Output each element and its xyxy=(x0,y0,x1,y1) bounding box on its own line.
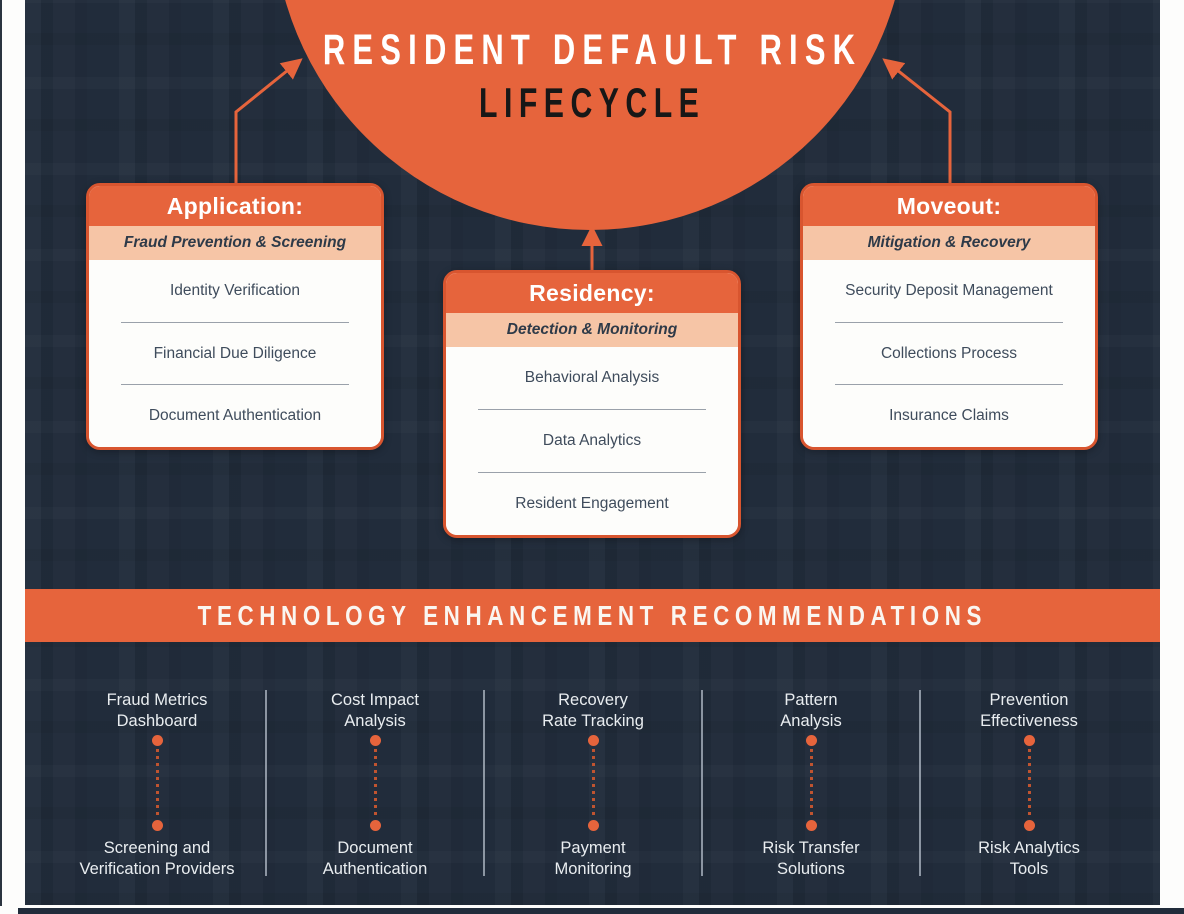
connector-dashline-icon xyxy=(374,749,377,817)
stage-card-item: Document Authentication xyxy=(148,407,322,425)
stage-card-item: Identity Verification xyxy=(169,281,301,299)
connector-dashline-icon xyxy=(156,749,159,817)
connector-dot-icon xyxy=(152,820,163,831)
recommendation-bottom-label: Payment Monitoring xyxy=(554,839,632,878)
dotted-connector-icon xyxy=(1024,735,1035,831)
stage-card-subtitle: Detection & Monitoring xyxy=(446,313,738,347)
recommendation-bottom-label: Document Authentication xyxy=(322,839,428,878)
stage-card-body xyxy=(89,260,381,447)
recommendation-column-1 xyxy=(49,688,265,888)
stage-card-header: Application: xyxy=(89,186,381,226)
stage-card-moveout xyxy=(800,183,1098,450)
recommendation-bottom-label: Risk Transfer Solutions xyxy=(762,839,860,878)
stage-card-item: Security Deposit Management xyxy=(845,281,1053,299)
recommendation-column-5 xyxy=(921,688,1137,888)
stage-card-item: Collections Process xyxy=(880,344,1018,362)
stage-card-item: Insurance Claims xyxy=(889,407,1009,425)
connector-dot-icon xyxy=(1024,735,1035,746)
connector-dot-icon xyxy=(370,820,381,831)
connector-dot-icon xyxy=(588,820,599,831)
recommendation-column-4 xyxy=(703,688,919,888)
stage-card-header: Residency: xyxy=(446,273,738,313)
stage-card-item: Data Analytics xyxy=(542,432,642,449)
next-section-edge-bar xyxy=(18,908,1184,914)
connector-dot-icon xyxy=(152,735,163,746)
stage-card-subtitle: Fraud Prevention & Screening xyxy=(89,226,381,260)
recommendations-grid xyxy=(49,688,1137,888)
dotted-connector-icon xyxy=(588,735,599,831)
connector-dot-icon xyxy=(806,820,817,831)
stage-card-application xyxy=(86,183,384,450)
connector-dashline-icon xyxy=(1028,749,1031,817)
dotted-connector-icon xyxy=(806,735,817,831)
connector-dot-icon xyxy=(806,735,817,746)
stage-card-item: Financial Due Diligence xyxy=(153,344,317,362)
recommendation-column-2 xyxy=(267,688,483,888)
recommendation-bottom-label: Screening and Verification Providers xyxy=(79,839,235,878)
recommendation-column-3 xyxy=(485,688,701,888)
connector-dot-icon xyxy=(588,735,599,746)
recommendation-top-label: Prevention Effectiveness xyxy=(980,691,1078,730)
connector-dashline-icon xyxy=(592,749,595,817)
connector-dot-icon xyxy=(1024,820,1035,831)
page-title-line1: RESIDENT DEFAULT RISK xyxy=(322,26,863,74)
stage-card-item: Behavioral Analysis xyxy=(524,369,660,386)
section-banner-title: TECHNOLOGY ENHANCEMENT RECOMMENDATIONS xyxy=(197,599,988,631)
stage-card-residency xyxy=(443,270,741,538)
dotted-connector-icon xyxy=(152,735,163,831)
stage-card-body xyxy=(446,347,738,535)
stage-card-subtitle: Mitigation & Recovery xyxy=(803,226,1095,260)
stage-card-header: Moveout: xyxy=(803,186,1095,226)
infographic-poster xyxy=(25,0,1160,905)
recommendation-top-label: Recovery Rate Tracking xyxy=(542,691,644,730)
stage-card-item: Resident Engagement xyxy=(515,495,669,512)
connector-dot-icon xyxy=(370,735,381,746)
page-left-edge-line xyxy=(0,0,2,906)
dotted-connector-icon xyxy=(370,735,381,831)
recommendation-top-label: Pattern Analysis xyxy=(780,691,842,730)
recommendation-top-label: Fraud Metrics Dashboard xyxy=(106,691,208,730)
connector-dashline-icon xyxy=(810,749,813,817)
stage-card-body xyxy=(803,260,1095,447)
recommendation-top-label: Cost Impact Analysis xyxy=(330,691,420,730)
page-title-line2: LIFECYCLE xyxy=(479,79,706,126)
recommendation-bottom-label: Risk Analytics Tools xyxy=(978,839,1080,878)
section-banner xyxy=(25,589,1160,642)
